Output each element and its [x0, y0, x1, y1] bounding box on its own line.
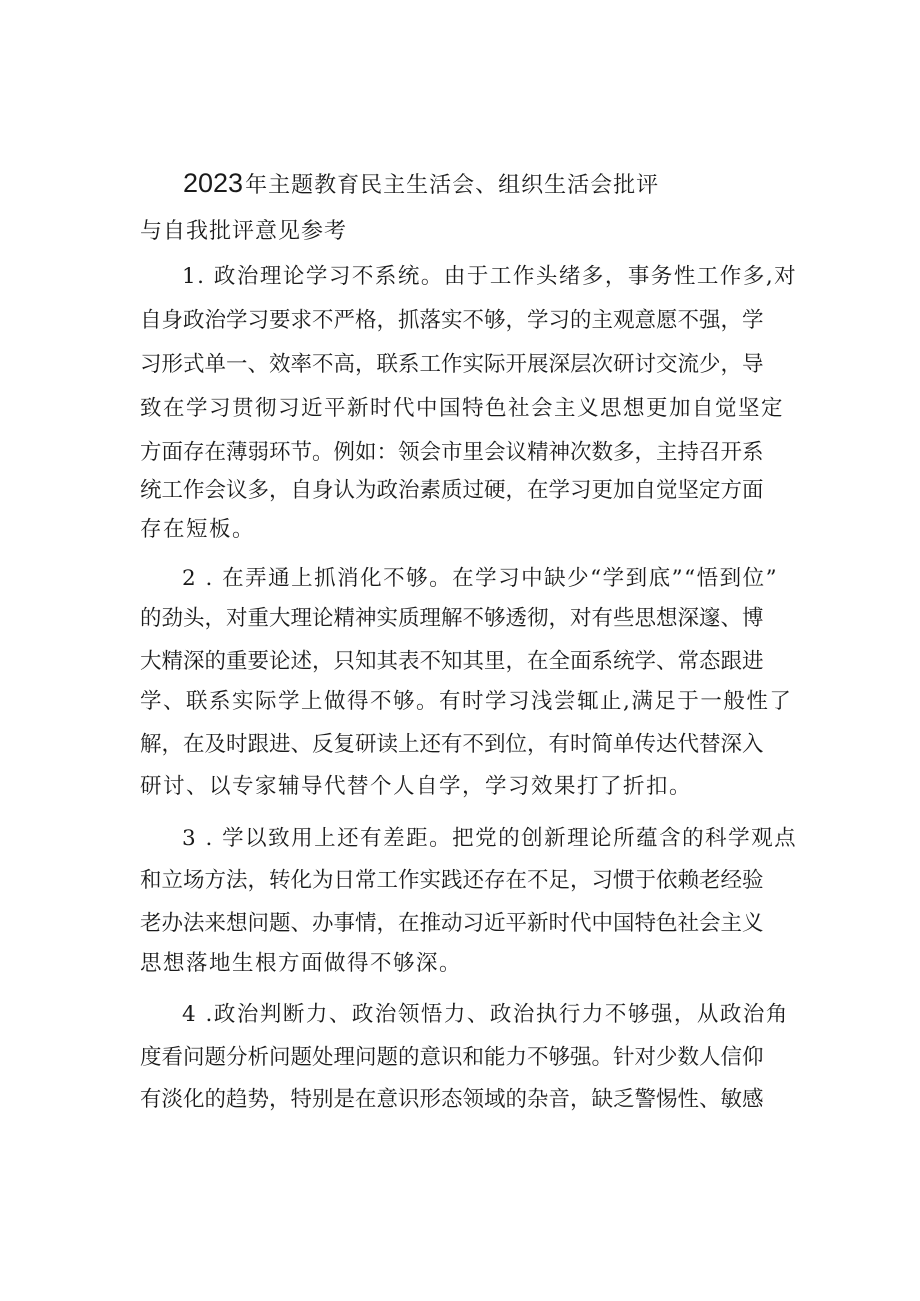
- paragraph-3-line: 思想落地生根方面做得不够深。: [140, 951, 463, 976]
- paragraph-1-line: 自身政治学习要求不严格，抓落实不够，学习的主观意愿不强，学: [140, 308, 764, 333]
- paragraph-1-line: 统工作会议多，自身认为政治素质过硬，在学习更加自觉坚定方面: [140, 478, 764, 503]
- paragraph-2-line: 2 . 在弄通上抓消化不够。在学习中缺少“学到底”“悟到位”: [182, 566, 779, 591]
- paragraph-2-line: 大精深的重要论述，只知其表不知其里，在全面系统学、常态跟进: [140, 649, 764, 674]
- paragraph-4-line: 有淡化的趋势，特别是在意识形态领域的杂音，缺乏警惕性、敏感: [140, 1087, 764, 1112]
- paragraph-2-line: 的劲头，对重大理论精神实质理解不够透彻，对有些思想深邃、博: [140, 606, 764, 631]
- paragraph-2-line: 解，在及时跟进、反复研读上还有不到位，有时简单传达代替深入: [140, 732, 764, 757]
- title-text: 年主题教育民主生活会、组织生活会批评: [245, 173, 660, 198]
- paragraph-1-line: 致在学习贯彻习近平新时代中国特色社会主义思想更加自觉坚定: [140, 396, 785, 421]
- paragraph-2-line: 学、联系实际学上做得不够。有时学习浅尝辄止,满足于一般性了: [140, 689, 793, 714]
- paragraph-3-line: 3 . 学以致用上还有差距。把党的创新理论所蕴含的科学观点: [182, 826, 798, 851]
- paragraph-4-line: 4 .政治判断力、政治领悟力、政治执行力不够强，从政治角: [182, 1002, 789, 1027]
- paragraph-4-line: 度看问题分析问题处理问题的意识和能力不够强。针对少数人信仰: [140, 1045, 764, 1070]
- paragraph-3-line: 老办法来想问题、办事情，在推动习近平新时代中国特色社会主义: [140, 911, 764, 936]
- document-title-line-2: 与自我批评意见参考: [140, 219, 348, 244]
- document-title-line-1: [183, 168, 659, 199]
- title-year: 2023: [183, 168, 244, 198]
- paragraph-2-line: 研讨、以专家辅导代替个人自学，学习效果打了折扣。: [140, 774, 693, 799]
- paragraph-1-line: 存在短板。: [140, 517, 256, 542]
- paragraph-3-line: 和立场方法，转化为日常工作实践还存在不足，习惯于依赖老经验: [140, 868, 764, 893]
- paragraph-1-line: 方面存在薄弱环节。例如：领会市里会议精神次数多，主持召开系: [140, 440, 764, 465]
- paragraph-1-line: 1. 政治理论学习不系统。由于工作头绪多，事务性工作多,对: [182, 264, 798, 289]
- paragraph-1-line: 习形式单一、效率不高，联系工作实际开展深层次研讨交流少，导: [140, 352, 764, 377]
